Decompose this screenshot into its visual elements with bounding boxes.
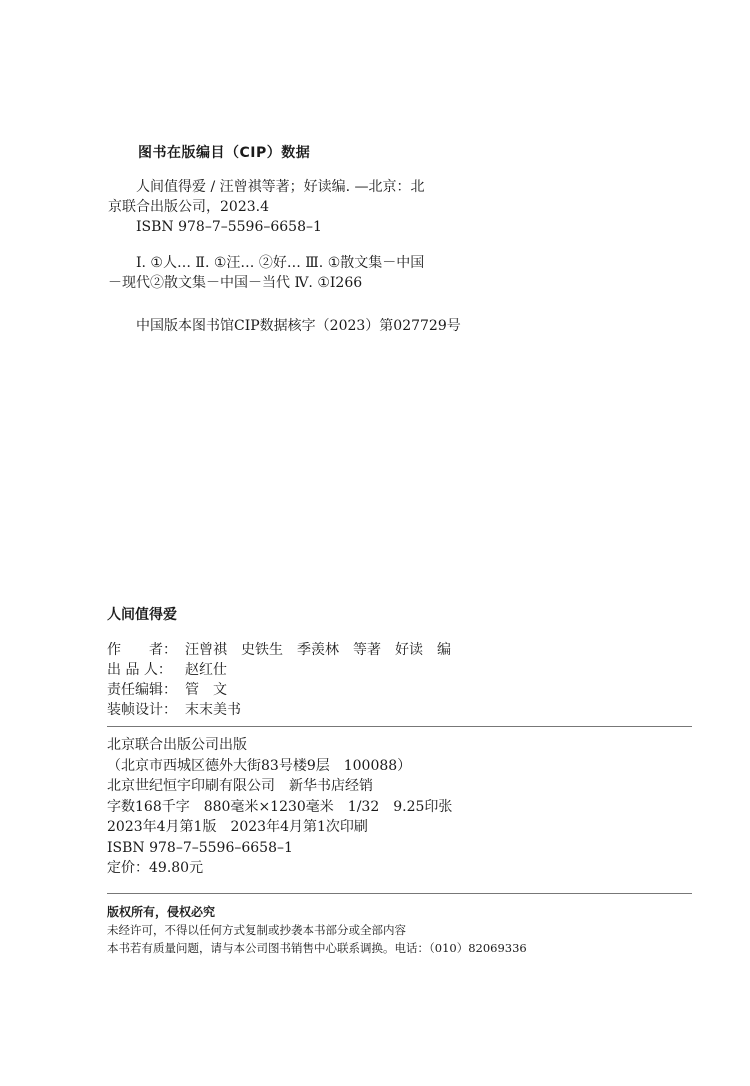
book-title: 人间值得爱 — [107, 607, 177, 623]
rights-title: 版权所有，侵权必究 — [107, 905, 216, 919]
cip-line: 京联合出版公司，2023.4 — [108, 199, 269, 215]
rights-notice — [107, 921, 527, 957]
edition-line: 2023年4月第1版 2023年4月第1次印刷 — [107, 819, 368, 835]
cip-line: －现代②散文集－中国－当代 Ⅳ. ①I266 — [108, 275, 363, 291]
address-line: （北京市西城区德外大街83号楼9层 100088） — [107, 757, 412, 774]
cip-line: Ⅰ. ①人… Ⅱ. ①汪… ②好… Ⅲ. ①散文集－中国 — [136, 255, 425, 271]
credit-label: 作 者： — [107, 642, 177, 658]
credits-block — [107, 640, 451, 720]
credit-row-designer — [107, 700, 451, 720]
divider — [107, 726, 692, 727]
cip-classification-block — [108, 253, 424, 293]
rights-line: 未经许可，不得以任何方式复制或抄袭本书部分或全部内容 — [107, 923, 406, 937]
credit-label: 责任编辑： — [107, 682, 177, 698]
cip-bibliographic-block — [108, 177, 425, 237]
printer-line: 北京世纪恒宇印刷有限公司 新华书店经销 — [107, 778, 373, 794]
rights-line: 本书若有质量问题，请与本公司图书销售中心联系调换。电话：（010）82069336 — [107, 941, 527, 955]
credit-value: 赵红仕 — [185, 662, 227, 678]
credit-label: 装帧设计： — [107, 702, 177, 718]
credit-row-author — [107, 640, 451, 660]
publisher-line: 北京联合出版公司出版 — [107, 737, 247, 753]
credit-label: 出 品 人： — [107, 662, 172, 678]
credit-value: 管 文 — [185, 682, 227, 698]
credit-value: 末末美书 — [185, 702, 241, 718]
credit-row-producer — [107, 660, 451, 680]
credit-value: 汪曾祺 史铁生 季羡林 等著 好读 编 — [185, 642, 451, 658]
divider — [107, 893, 692, 894]
isbn-line: ISBN 978–7–5596–6658–1 — [107, 839, 293, 856]
cip-title: 图书在版编目（CIP）数据 — [138, 145, 311, 161]
credit-row-editor — [107, 680, 451, 700]
publishing-info — [107, 735, 452, 879]
cip-record: 中国版本图书馆CIP数据核字（2023）第027729号 — [136, 318, 461, 334]
cip-line: 人间值得爱 / 汪曾祺等著；好读编. —北京：北 — [136, 179, 425, 195]
specs-line: 字数168千字 880毫米×1230毫米 1/32 9.25印张 — [107, 798, 453, 815]
price-line: 定价：49.80元 — [107, 860, 204, 876]
cip-isbn: ISBN 978–7–5596–6658–1 — [136, 219, 322, 235]
